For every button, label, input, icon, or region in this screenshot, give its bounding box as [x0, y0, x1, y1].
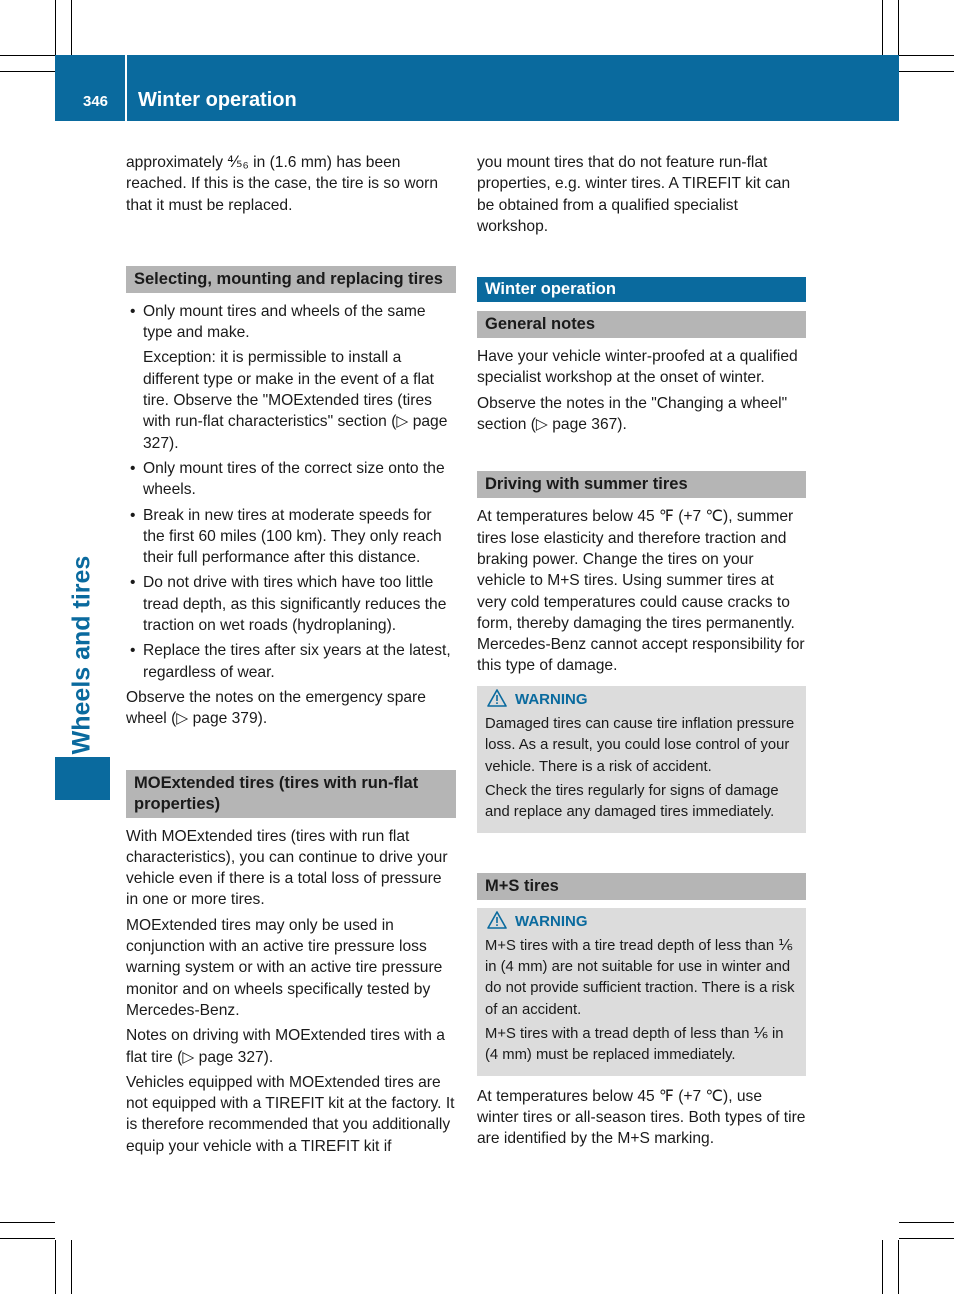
crop-mark — [899, 1238, 954, 1239]
crop-mark — [899, 1222, 954, 1223]
crop-mark — [55, 1240, 56, 1294]
crop-mark — [55, 0, 56, 55]
crop-mark — [882, 0, 883, 55]
side-tab-marker — [55, 757, 110, 800]
paragraph: Observe the notes on the emergency spare wheel (▷ page 379). — [126, 688, 426, 728]
section-heading: General notes — [477, 311, 806, 338]
paragraph: With MOExtended tires (tires with run flat characteristics), you can continue to drive your vehicle even if there is a total loss of pressure in one or more tires. — [126, 827, 448, 909]
paragraph: Notes on driving with MOExtended tires with a flat tire (▷ page 327). — [126, 1027, 445, 1066]
paragraph: Vehicles equipped with MOExtended tires are not equipped with a TIREFIT kit at the factory. It is therefore recommended that you additionally equip your vehicle with a TIREFIT kit if — [126, 1073, 455, 1155]
crop-mark — [0, 1238, 55, 1239]
paragraph: you mount tires that do not feature run-flat properties, e.g. winter tires. A TIREFIT kit can be obtained from a qualified specialist workshop. — [477, 154, 791, 235]
page-title: Winter operation — [138, 89, 297, 111]
crop-mark — [71, 0, 72, 55]
right-column — [477, 152, 806, 1154]
crop-mark — [0, 1222, 55, 1223]
warning-text: M+S tires with a tread depth of less than ⅙ in (4 mm) must be replaced immediately. — [485, 1026, 784, 1064]
warning-triangle-icon — [487, 689, 507, 707]
paragraph: At temperatures below 45 ℉ (+7 ℃), use winter tires or all-season tires. Both types of tire are identified by the M+S marking. — [477, 1087, 806, 1148]
page-header — [55, 55, 899, 121]
paragraph: approximately ⅘₆ in (1.6 mm) has been reached. If this is the case, the tire is so worn that it must be replaced. — [126, 154, 439, 214]
bullet-list — [126, 301, 456, 683]
section-heading: M+S tires — [477, 873, 806, 900]
paragraph: MOExtended tires may only be used in conjunction with an active tire pressure loss warning system or with an active tire pressure monitor and on wheels specifically tested by Mercedes-Benz. — [126, 916, 443, 1019]
crop-mark — [882, 1240, 883, 1294]
warning-label: WARNING — [515, 912, 588, 930]
crop-mark — [898, 1240, 899, 1294]
section-heading: MOExtended tires (tires with run-flat properties) — [126, 770, 456, 818]
warning-title — [485, 911, 798, 932]
page-number: 346 — [83, 93, 109, 110]
section-heading: Selecting, mounting and replacing tires — [126, 266, 456, 293]
warning-triangle-icon — [487, 911, 507, 929]
warning-box — [477, 686, 806, 833]
list-item: • Do not drive with tires which have too little tread depth, as this significantly reduces the traction on wet roads (hydroplaning). — [126, 572, 456, 636]
list-item-text: • Only mount tires and wheels of the same type and make. — [143, 302, 426, 342]
section-heading: Driving with summer tires — [477, 471, 806, 498]
list-item: • Replace the tires after six years at the latest, regardless of wear. — [126, 640, 456, 683]
side-tab-label: Wheels and tires — [67, 555, 96, 755]
crop-mark — [899, 71, 954, 72]
warning-text: Check the tires regularly for signs of damage and replace any damaged tires immediately. — [485, 782, 779, 821]
crop-mark — [0, 55, 55, 56]
paragraph: At temperatures below 45 ℉ (+7 ℃), summer tires lose elasticity and therefore traction and braking power. Change the tires on your vehicle to M+S tires. Using summer tires at very cold temperatures could cause cracks to form, thereby damaging the tires permanently. Mercedes-Benz cannot accept responsibility for this type of damage. — [477, 508, 805, 675]
warning-text: Damaged tires can cause tire inflation pressure loss. As a result, you could lose control of your vehicle. There is a risk of accident. — [485, 716, 795, 775]
list-item-subtext: Exception: it is permissible to install a different type or make in the event of a flat tire. Observe the "MOExtended tires (tires with run-flat characteristics" section (▷ page 327). — [143, 349, 448, 452]
section-heading-main: Winter operation — [477, 277, 806, 302]
warning-label: WARNING — [515, 690, 588, 708]
warning-box — [477, 908, 806, 1076]
list-item: • Only mount tires of the correct size onto the wheels. — [126, 458, 456, 501]
left-column — [126, 152, 456, 1161]
crop-mark — [0, 71, 55, 72]
list-item: • Break in new tires at moderate speeds for the first 60 miles (100 km). They only reach their full performance after this distance. — [126, 505, 456, 569]
header-divider — [125, 55, 127, 121]
warning-text: M+S tires with a tire tread depth of less than ⅙ in (4 mm) are not suitable for use in winter and do not provide sufficient traction. There is a risk of an accident. — [485, 937, 795, 1018]
crop-mark — [898, 0, 899, 55]
paragraph: Have your vehicle winter-proofed at a qualified specialist workshop at the onset of winter. — [477, 348, 798, 387]
list-item — [126, 301, 456, 454]
crop-mark — [899, 55, 954, 56]
warning-title — [485, 689, 798, 710]
paragraph: Observe the notes in the "Changing a wheel" section (▷ page 367). — [477, 394, 788, 434]
crop-mark — [71, 1240, 72, 1294]
